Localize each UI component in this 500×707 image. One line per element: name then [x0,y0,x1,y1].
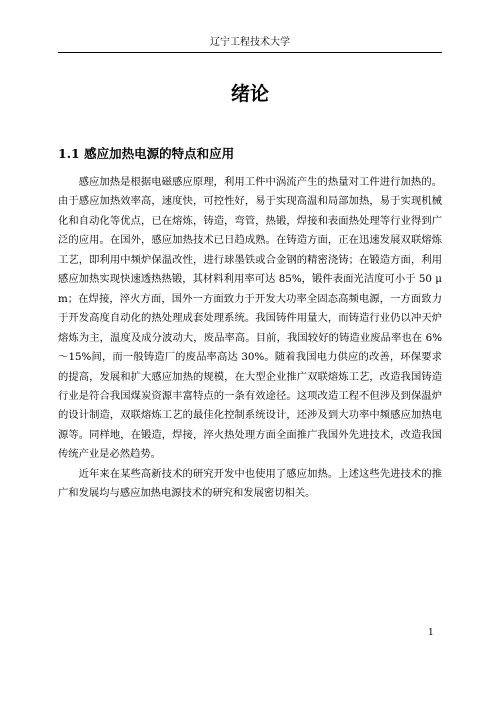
page-number: 1 [428,628,434,638]
header-divider [58,52,442,53]
running-header: 辽宁工程技术大学 [210,37,290,48]
body-text [58,173,442,504]
paragraph: 感应加热是根据电磁感应原理，利用工件中涡流产生的热量对工件进行加热的。由于感应加热效率高，速度快，可控性好，易于实现高温和局部加热，易于实现机械化和自动化等优点，已在熔炼，铸造，弯管，热锻，焊接和表面热处理等行业得到广泛的应用。在国外，感应加热技术已日趋成熟。在铸造方面，正在迅速发展双联熔炼工艺，即利用中频炉保温改性，进行球墨铁或合金钢的精密浇铸；在锻造方面，利用感应加热实现快速透热热锻，其材料利用率可达 85%，锻件表面光洁度可小于 50 μ m；在焊接，淬火方面，国外一方面致力于开发大功率全固态高频电源，一方面致力于开发高度自动化的热处理成套处理系统。我国铸件用量大，而铸造行业仍以冲天炉熔炼为主，温度及成分波动大，废品率高。目前，我国较好的铸造业废品率也在 6%～15%间，而一般铸造厂的废品率高达 30%。随着我国电力供应的改善，环保要求的提高，发展和扩大感应加热的规模，在大型企业推广双联熔炼工艺，改造我国铸造行业是符合我国煤炭资源丰富特点的一条有效途径。这项改造工程不但涉及到保温炉的设计制造，双联熔炼工艺的最佳化控制系统设计，还涉及到大功率中频感应加热电源等。同样地，在锻造，焊接，淬火热处理方面全面推广我国外先进技术，改造我国传统产业是必然趋势。 [58,176,442,461]
chapter-title: 绪论 [230,83,269,105]
section-heading: 1.1 感应加热电源的特点和应用 [58,146,235,161]
paragraph: 近年来在某些高新技术的研究开发中也使用了感应加热。上述这些先进技术的推广和发展均与感应加热电源技术的研究和发展密切相关。 [58,467,442,500]
